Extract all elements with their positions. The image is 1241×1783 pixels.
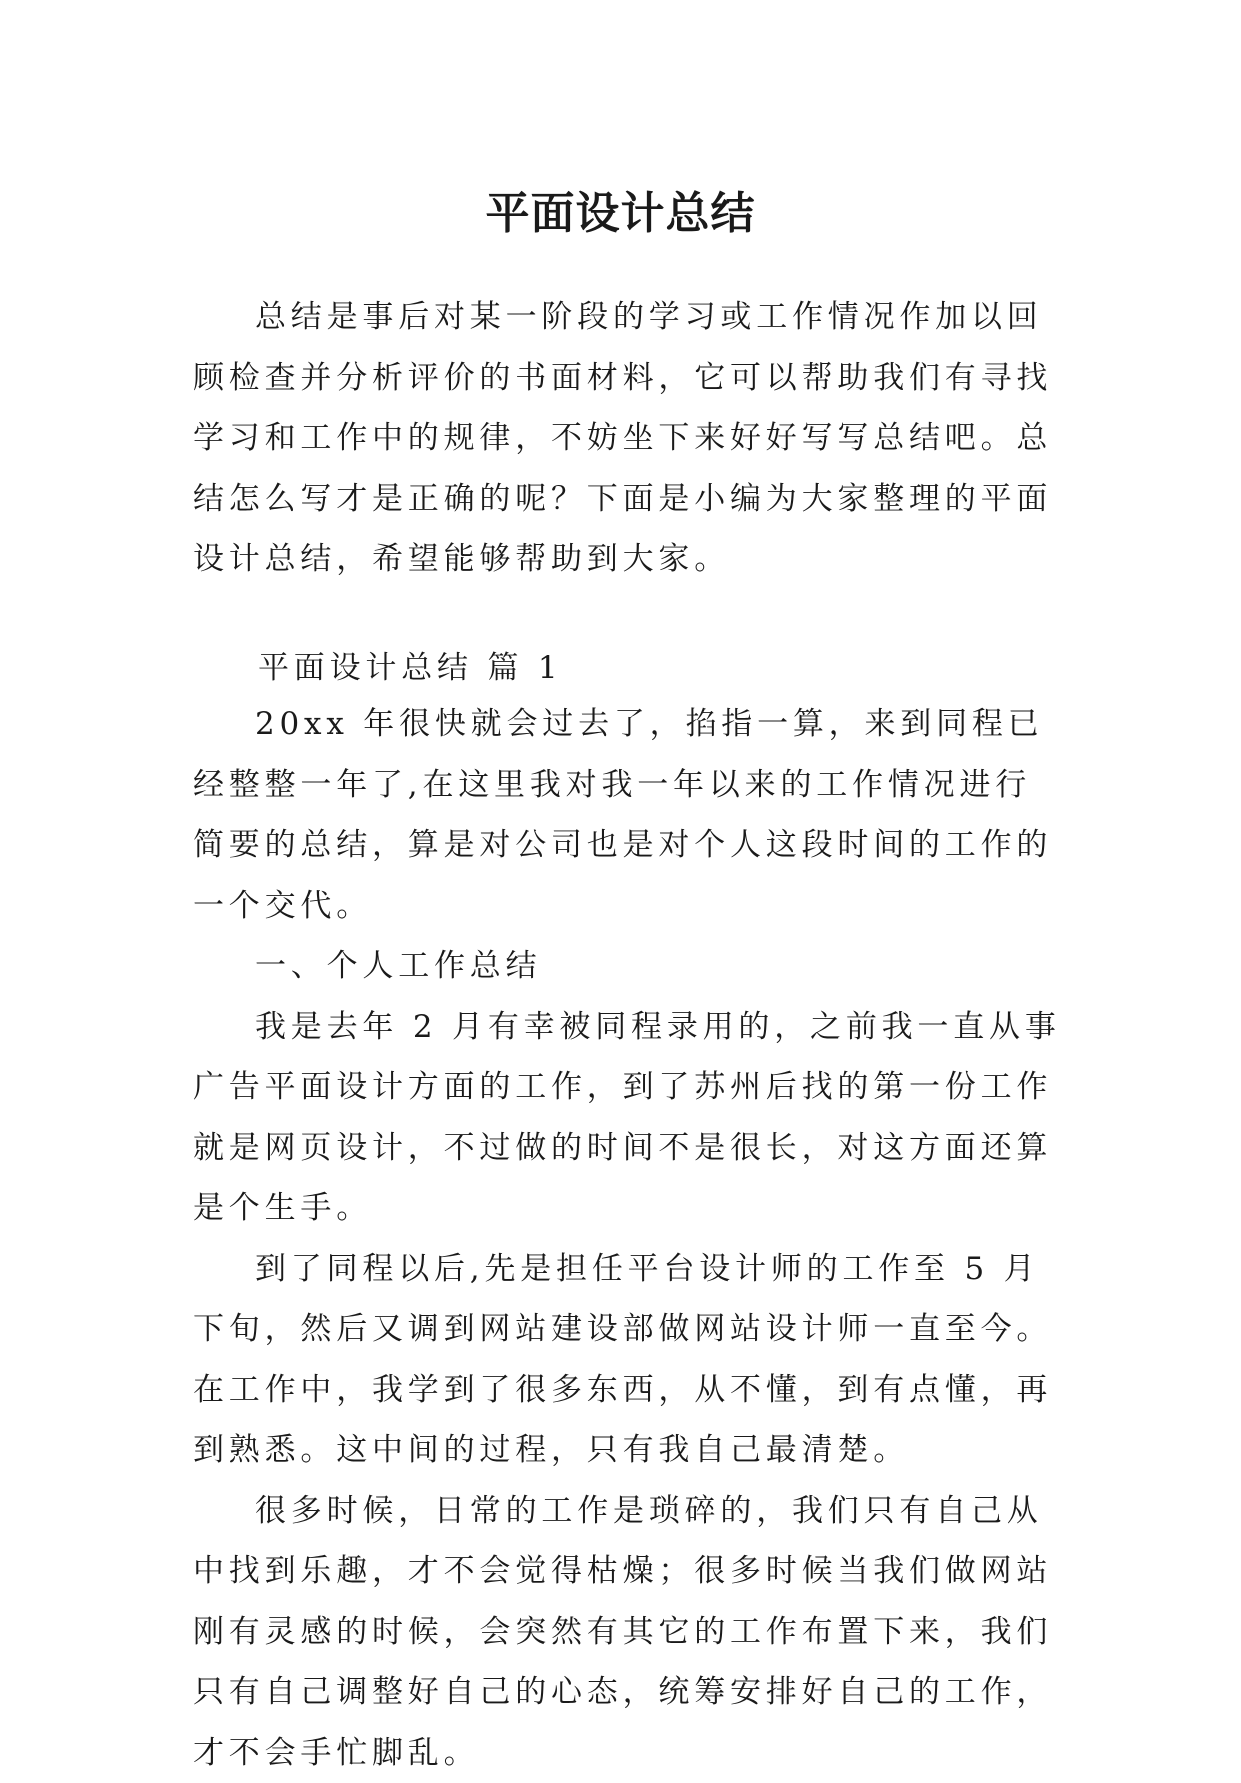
document-title: 平面设计总结 [0,184,1241,244]
body-section [193,694,1063,1783]
body-paragraph-4: 很多时候，日常的工作是琐碎的，我们只有自己从中找到乐趣，才不会觉得枯燥；很多时候当我们做网站刚有灵感的时候，会突然有其它的工作布置下来，我们只有自己调整好自己的心态，统筹安排好自己的工作，才不会手忙脚乱。 [193,1481,1063,1783]
intro-paragraph: 总结是事后对某一阶段的学习或工作情况作加以回顾检查并分析评价的书面材料，它可以帮助我们有寻找学习和工作中的规律，不妨坐下来好好写写总结吧。总结怎么写才是正确的呢？下面是小编为大家整理的平面设计总结，希望能够帮助到大家。 [193,287,1063,590]
body-paragraph-2: 我是去年 2 月有幸被同程录用的，之前我一直从事广告平面设计方面的工作，到了苏州后找的第一份工作就是网页设计，不过做的时间不是很长，对这方面还算是个生手。 [193,997,1063,1239]
section-heading: 平面设计总结 篇 1 [258,638,562,698]
body-paragraph-1: 20xx 年很快就会过去了，掐指一算，来到同程已经整整一年了,在这里我对我一年以来的工作情况进行简要的总结，算是对公司也是对个人这段时间的工作的一个交代。 [193,694,1063,936]
subsection-heading: 一、个人工作总结 [193,936,1063,997]
body-paragraph-3: 到了同程以后,先是担任平台设计师的工作至 5 月下旬，然后又调到网站建设部做网站设计师一直至今。在工作中，我学到了很多东西，从不懂，到有点懂，再到熟悉。这中间的过程，只有我自己最清楚。 [193,1239,1063,1481]
intro-section [193,287,1063,590]
